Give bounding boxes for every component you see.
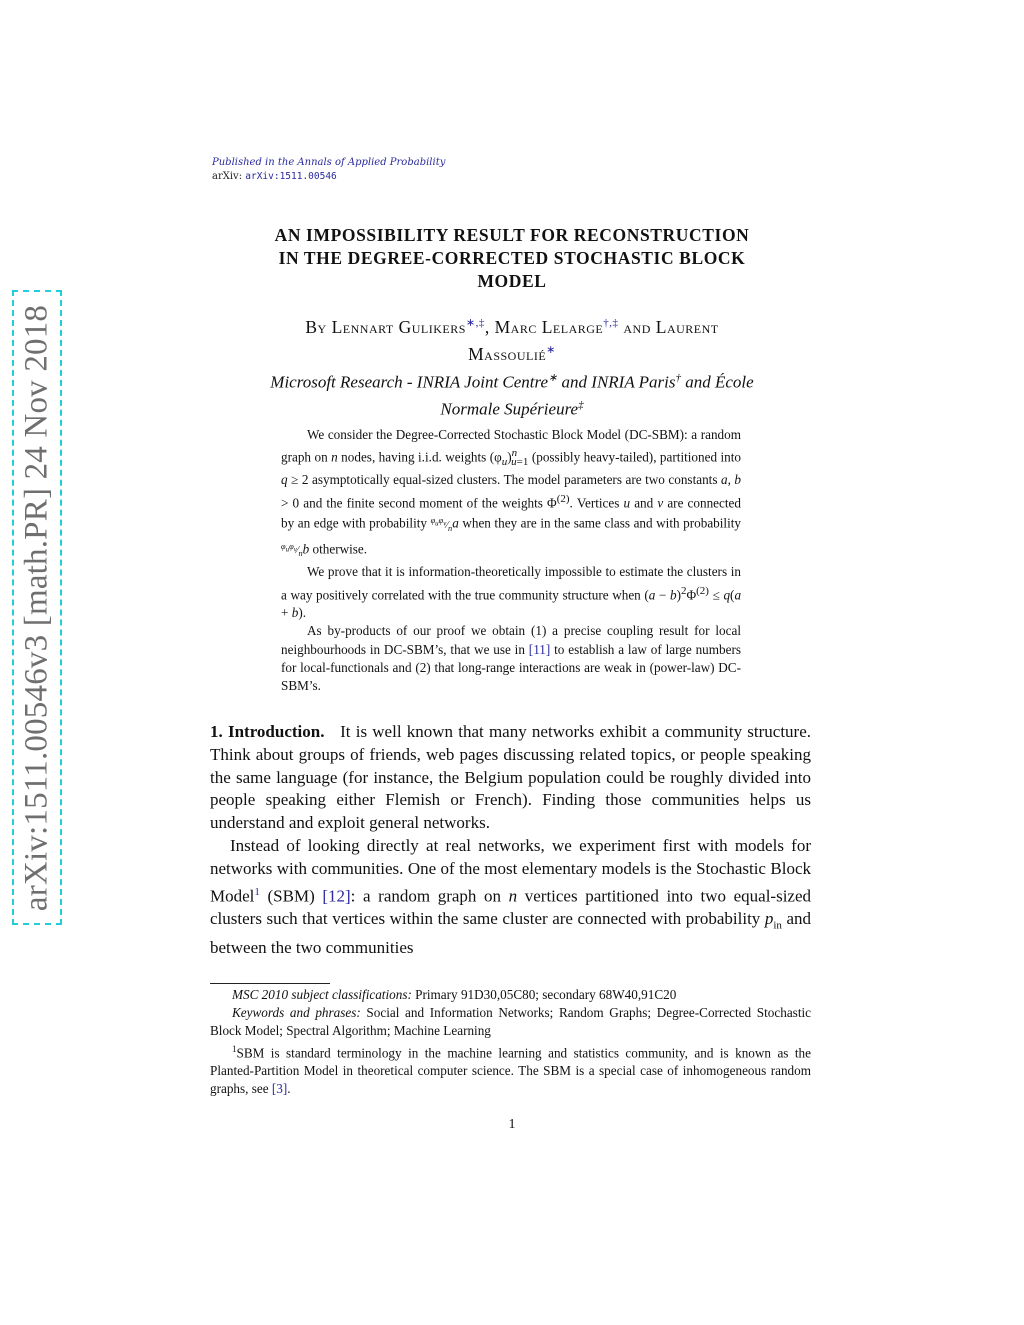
- arxiv-identifier: arXiv:1511.00546v3 [math.PR] 24 Nov 2018: [18, 304, 55, 911]
- arxiv-line: [212, 171, 337, 182]
- abstract-paragraph-3: As by-products of our proof we obtain (1) a precise coupling result for local neighbourhoods in DC-SBM’s, that we use in [11] to establish a law of large numbers for local-functionals and (2) that long-range interactions are weak in (power-law) DC-SBM’s.: [281, 623, 742, 693]
- author-list: [210, 312, 814, 366]
- author-separator: ,: [484, 316, 490, 337]
- section-heading: 1. Introduction.: [210, 722, 325, 741]
- affiliation-msr-inria: Microsoft Research - INRIA Joint Centre: [270, 372, 549, 392]
- citation-3[interactable]: [3]: [271, 1081, 288, 1097]
- page-number: 1: [508, 1117, 516, 1132]
- citation-11[interactable]: [11]: [528, 641, 551, 657]
- introduction-section: [210, 721, 811, 960]
- paper-title: [210, 224, 814, 293]
- abstract-paragraph-1: We consider the Degree-Corrected Stochastic Block Model (DC-SBM): a random graph on n nodes, having i.i.d. weights $(\varphi_u)^n_{u=1}$ (possibly heavy-tailed), partitioned into q ≥ 2 asymptotically equal-sized clusters. The model parameters are two constants a, b > 0 and the finite second moment of the weights $\Phi^{(2)}$. Vertices u and v are connected by an edge with probability $^{\varphi_u\varphi_v}⁄_na$ when they are in the same class and with probability $^{\varphi_u\varphi_v}⁄_nb$ otherwise.: [281, 427, 742, 559]
- author-massoulie-last: Massoulié: [468, 343, 547, 364]
- journal-note: Published in the Annals of Applied Probability: [212, 157, 446, 168]
- author-2-mark[interactable]: †,‡: [603, 317, 619, 329]
- intro-paragraph-1: 1. Introduction. It is well known that many networks exhibit a community structure. Think about groups of friends, web pages discussing related topics, or people speaking the same language (for instance, the Belgium population could be roughly divided into people speaking either Flemish or French). Finding those communities helps us understand and exploit general networks.: [210, 722, 812, 833]
- arxiv-sidebar-stamp: [12, 290, 62, 925]
- affiliation-ens-1: and École: [685, 372, 754, 392]
- footnote-ref-1[interactable]: 1: [254, 885, 260, 898]
- author-lelarge: Marc Lelarge: [494, 316, 604, 337]
- by-word: By: [305, 316, 327, 337]
- title-line-2: IN THE DEGREE-CORRECTED STOCHASTIC BLOCK: [278, 248, 746, 268]
- affiliation-mark-2: †: [675, 372, 681, 384]
- affiliation-mark-1: ∗: [548, 372, 558, 384]
- arxiv-link[interactable]: arXiv:1511.00546: [245, 171, 337, 182]
- affiliation-inria-paris: and INRIA Paris: [561, 372, 676, 392]
- author-1-mark[interactable]: ∗,‡: [465, 317, 485, 329]
- msc-classification: MSC 2010 subject classifications: Primary 91D30,05C80; secondary 68W40,91C20: [232, 987, 677, 1002]
- affiliations: [210, 367, 814, 420]
- affiliation-ens-2: Normale Supérieure: [440, 399, 579, 419]
- intro-paragraph-2: Instead of looking directly at real networks, we experiment first with models for networks with communities. One of the most elementary models is the Stochastic Block Model$^1$ (SBM) [12]: a random graph on n vertices partitioned into two equal-sized clusters such that vertices within the same cluster are connected with probability $p_{in}$ and between the two communities: [210, 835, 812, 958]
- author-3-mark[interactable]: ∗: [546, 343, 556, 356]
- abstract: [281, 426, 741, 695]
- footnote-rule: [210, 983, 330, 984]
- arxiv-label: arXiv:: [212, 171, 243, 182]
- citation-12[interactable]: [12]: [322, 886, 351, 906]
- keywords: Keywords and phrases: Social and Information Networks; Random Graphs; Degree-Corrected Stochastic Block Model; Spectral Algorithm; Machine Learning: [210, 1005, 811, 1038]
- and-word: and: [623, 316, 651, 337]
- footnotes: [210, 986, 811, 1098]
- affiliation-mark-3: ‡: [578, 398, 584, 411]
- title-line-3: MODEL: [477, 271, 547, 291]
- footnote-1: $^1$SBM is standard terminology in the machine learning and statistics community, and is known as the Planted-Partition Model in theoretical computer science. The SBM is a special case of inhomogeneous random graphs, see [3].: [210, 1044, 811, 1097]
- title-line-1: AN IMPOSSIBILITY RESULT FOR RECONSTRUCTION: [274, 225, 750, 245]
- author-massoulie-first: Laurent: [655, 316, 719, 337]
- author-gulikers: Lennart Gulikers: [331, 316, 466, 337]
- abstract-paragraph-2: We prove that it is information-theoretically impossible to estimate the clusters in a way positively correlated with the true community structure when $(a - b)^2\Phi^{(2)} \le q(a + b)$.: [281, 564, 742, 621]
